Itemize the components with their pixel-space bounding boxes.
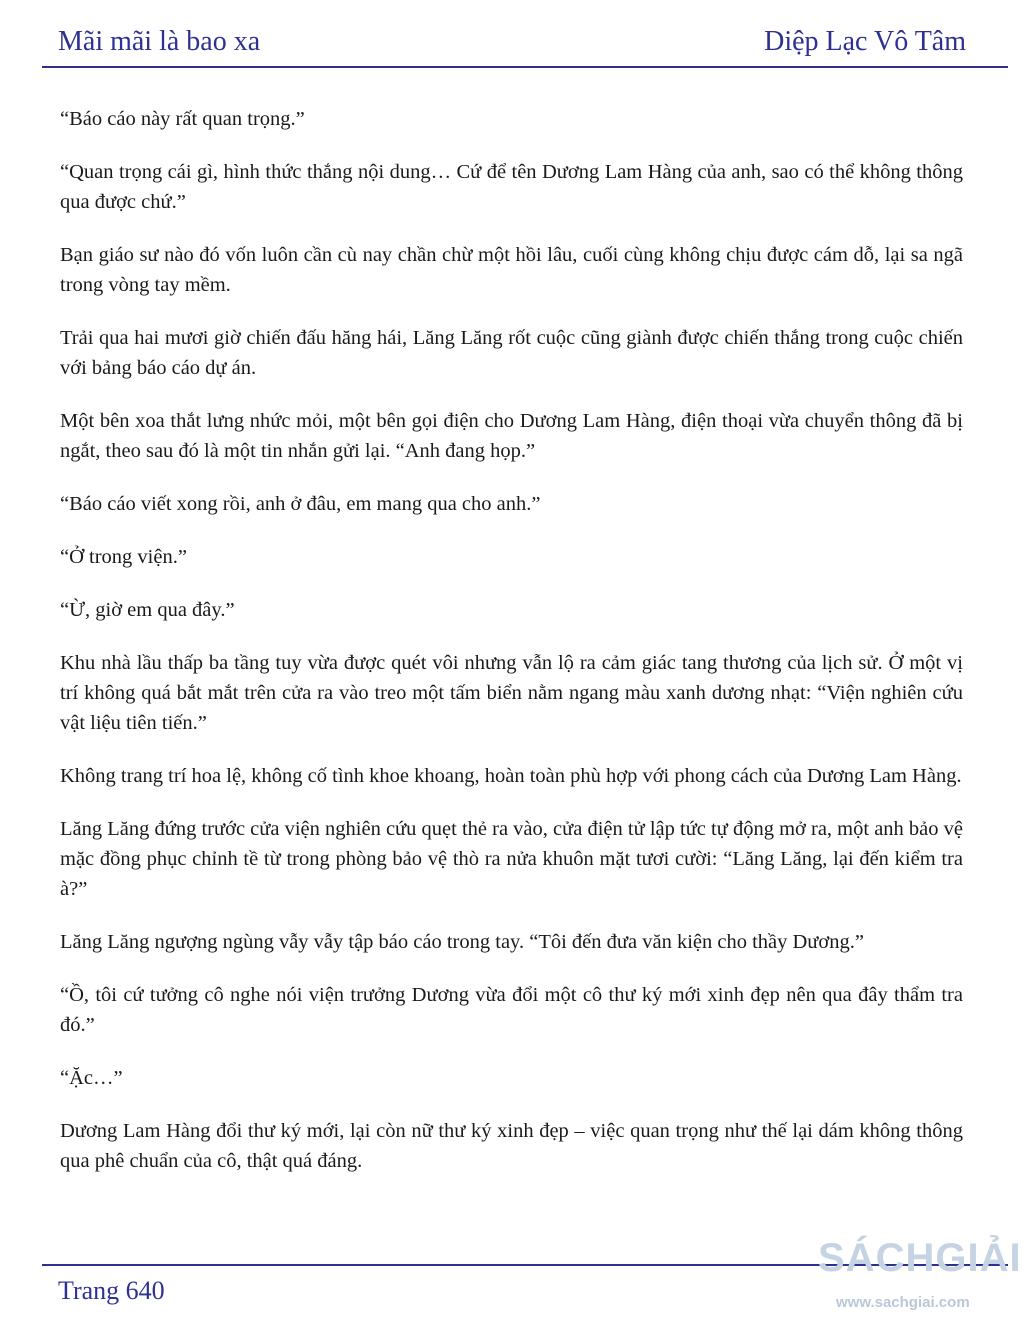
page-number: Trang 640: [58, 1276, 165, 1305]
paragraph: Lăng Lăng đứng trước cửa viện nghiên cứu quẹt thẻ ra vào, cửa điện tử lập tức tự động mở ra, một anh bảo vệ mặc đồng phục chỉnh tề từ trong phòng bảo vệ thò ra nửa khuôn mặt tươi cười: “Lăng Lăng, lại đến kiểm tra à?”: [60, 818, 963, 900]
page-body: [60, 104, 963, 1199]
watermark-url: www.sachgiai.com: [836, 1294, 970, 1311]
watermark-logo-text: SÁCHGIẢI: [818, 1236, 1022, 1280]
paragraph: “Ừ, giờ em qua đây.”: [60, 599, 235, 621]
header-divider: [42, 66, 1008, 68]
watermark-logo: [818, 1224, 1024, 1325]
paragraph: “Báo cáo này rất quan trọng.”: [60, 108, 305, 130]
paragraph: Trải qua hai mươi giờ chiến đấu hăng hái, Lăng Lăng rốt cuộc cũng giành được chiến thắng trong cuộc chiến với bảng báo cáo dự án.: [60, 327, 963, 379]
paragraph: Bạn giáo sư nào đó vốn luôn cần cù nay chần chừ một hồi lâu, cuối cùng không chịu được cám dỗ, lại sa ngã trong vòng tay mềm.: [60, 244, 963, 296]
paragraph: “Ở trong viện.”: [60, 546, 187, 568]
paragraph: Một bên xoa thắt lưng nhức mỏi, một bên gọi điện cho Dương Lam Hàng, điện thoại vừa chuyển thông đã bị ngắt, theo sau đó là một tin nhắn gửi lại. “Anh đang họp.”: [60, 410, 963, 462]
author-name: Diệp Lạc Vô Tâm: [764, 26, 966, 57]
page-header: [58, 26, 966, 62]
paragraph: “Quan trọng cái gì, hình thức thắng nội dung… Cứ để tên Dương Lam Hàng của anh, sao có thể không thông qua được chứ.”: [60, 161, 963, 213]
paragraph: Không trang trí hoa lệ, không cố tình khoe khoang, hoàn toàn phù hợp với phong cách của Dương Lam Hàng.: [60, 765, 962, 787]
paragraph: “Báo cáo viết xong rồi, anh ở đâu, em mang qua cho anh.”: [60, 493, 541, 515]
paragraph: Lăng Lăng ngượng ngùng vẫy vẫy tập báo cáo trong tay. “Tôi đến đưa văn kiện cho thầy Dương.”: [60, 931, 864, 953]
paragraph: Dương Lam Hàng đổi thư ký mới, lại còn nữ thư ký xinh đẹp – việc quan trọng như thế lại dám không thông qua phê chuẩn của cô, thật quá đáng.: [60, 1120, 963, 1172]
paragraph: “Ồ, tôi cứ tưởng cô nghe nói viện trưởng Dương vừa đổi một cô thư ký mới xinh đẹp nên qua đây thẩm tra đó.”: [60, 984, 963, 1036]
paragraph: “Ặc…”: [60, 1067, 123, 1089]
paragraph: Khu nhà lầu thấp ba tầng tuy vừa được quét vôi nhưng vẫn lộ ra cảm giác tang thương của lịch sử. Ở một vị trí không quá bắt mắt trên cửa ra vào treo một tấm biển nằm ngang màu xanh dương nhạt: “Viện nghiên cứu vật liệu tiên tiến.”: [60, 652, 963, 734]
book-title: Mãi mãi là bao xa: [58, 26, 261, 57]
